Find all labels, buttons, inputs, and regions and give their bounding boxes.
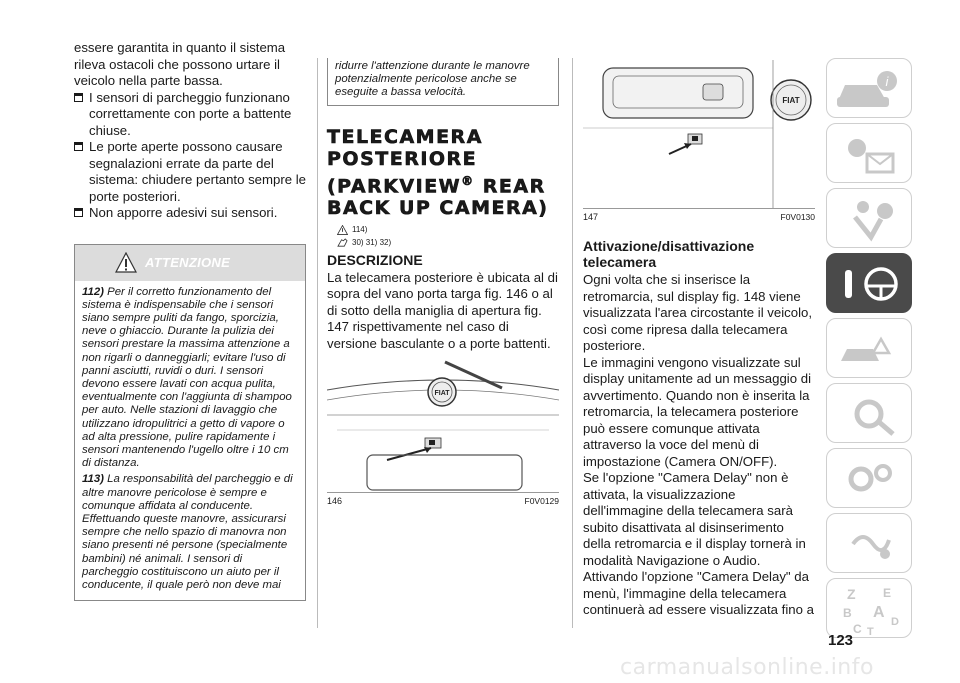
warning-title: ATTENZIONE [145,254,231,270]
note-number: 112) [82,285,104,298]
figure-code: F0V0129 [524,496,559,507]
svg-text:i: i [885,74,889,89]
index-letter: B [843,606,852,620]
warning-triangle-icon [115,252,137,274]
intro-paragraph: essere garantita in quanto il sistema rileva ostacoli che possono urtare il veicolo nella parte bassa. [74,40,286,88]
tab-multimedia[interactable] [826,513,912,573]
tab-emergency[interactable] [826,318,912,378]
note-text: La responsabilità del parcheggio e di altre manovre pericolose è sempre e comunque affidata al conducente. Effettuando queste manovre, assicurarsi sempre che nello spazio di manovra non siano presenti né persone (specialmente bambini) né animali. I sensori di parcheggio costituiscono un aiuto per il conducente, il quale però non deve mai [82,473,293,591]
figure-number: 147 [583,212,599,222]
title-line: POSTERIORE [327,147,478,170]
warning-note [82,473,298,592]
index-icon [827,579,913,639]
maintenance-icon [827,384,913,444]
tab-car-info[interactable] [826,58,912,118]
column-2 [327,60,559,506]
accident-icon [827,319,913,379]
bullet-item [74,90,306,140]
title-line [327,170,559,197]
bullet-item [74,139,306,205]
watermark: carmanualsonline.info [620,655,874,680]
note-reference [337,238,559,248]
registered-mark: ® [461,173,475,188]
column-1 [74,40,306,601]
note-number: 113) [82,473,104,486]
warning-box [74,244,306,602]
warning-note [82,286,298,471]
note-hand-icon [337,238,348,248]
index-letter: E [883,586,892,600]
warning-reference [337,225,559,235]
title-part: REAR [474,174,546,197]
car-info-icon [827,59,913,119]
description-paragraph: La telecamera posteriore è ubicata al di sopra del vano porta targa fig. 146 o al di sotto della maniglia di apertura fig. 147 rispettivamente nel caso di versione basculante o a porte battenti. [327,269,558,351]
tab-technical-data[interactable] [826,448,912,508]
bullet-text: Non apporre adesivi sui sensori. [89,205,278,220]
figure-caption [327,496,559,506]
subsection-heading: DESCRIZIONE [327,251,423,268]
column-3 [583,60,815,619]
bullet-item [74,205,306,222]
index-letter: A [873,604,885,621]
warning-body [75,281,305,601]
tab-maintenance[interactable] [826,383,912,443]
paragraph: Ogni volta che si inserisce la retromarcia, sul display fig. 148 viene visualizzata l'area circostante il veicolo, così come ripresa dalla telecamera posteriore. [583,272,813,353]
multimedia-icon [827,514,913,574]
bullet-icon [74,142,83,151]
paragraph: Le immagini vengono visualizzate sul display unitamente ad un messaggio di avvertimento. Quando non è inserita la retromarcia, la telecamera posteriore può essere comunque attivata attraverso la voce del menù di impostazione (Camera ON/OFF). [583,354,811,469]
bullet-icon [74,208,83,217]
note-text: Per il corretto funzionamento del sistema è indispensabile che i sensori siano sempre puliti da fango, sporcizia, neve o ghiaccio. Durante la pulizia dei sensori prestare la massima attenzione a non rigarli o danneggiarli; evitare l'uso di panni asciutti, ruvidi o duri. I sensori devono essere lavati con acqua pulita, eventualmente con l'aggiunta di shampoo per auto. Nelle stazioni di lavaggio che utilizzano idropulitrici a getto di vapore o ad alta pressione, pulire rapidamente i sensori mantenendo l'ugello oltre i 10 cm di distanza. [82,285,292,470]
bullet-icon [74,93,83,102]
airbag-seat-icon [827,189,913,249]
index-letter: D [891,616,899,628]
tab-starting-driving[interactable] [826,253,912,313]
tab-safety[interactable] [826,188,912,248]
reference-number: 114) [352,225,368,235]
rear-door-camera-illustration [583,60,815,208]
paragraph: Attivando l'opzione "Camera Delay" da menù, l'immagine della telecamera continuerà ad essere visualizzata fino a [583,569,814,617]
figure-caption [583,212,815,222]
warning-triangle-icon [337,225,348,235]
tab-index[interactable] [826,578,912,638]
index-letter: C [853,622,862,636]
subsection-heading: Attivazione/disattivazione telecamera [583,238,755,270]
index-letter: Z [847,586,856,602]
chapter-tabs [826,58,912,643]
title-part: (PARKVIEW [327,174,462,197]
title-line: TELECAMERA [327,125,483,148]
steering-key-icon [827,254,913,314]
figure-147 [583,60,815,209]
tailgate-camera-illustration [327,360,559,492]
warning-lights-icon [827,124,913,184]
reference-numbers: 30) 31) 32) [352,238,392,248]
column-divider [317,58,318,628]
figure-146 [327,360,559,493]
bullet-text: Le porte aperte possono causare segnalazioni errate da parte del sistema: chiudere pertanto sempre le porte posteriori. [89,139,306,204]
column-divider [572,58,573,628]
warning-header [75,245,305,281]
bullet-text: I sensori di parcheggio funzionano correttamente con porte a battente chiuse. [89,89,292,138]
fiat-logo: FIAT [782,96,800,105]
figure-code: F0V0130 [780,212,815,222]
paragraph: Se l'opzione "Camera Delay" non è attivata, la visualizzazione dell'immagine della telecamera sarà subito disattivata al disinserimento della retromarcia e il display tornerà in modalità Navigazione o Audio. [583,470,806,568]
index-letter: T [867,626,874,638]
page-number: 123 [828,632,854,649]
figure-number: 146 [327,496,343,507]
technical-data-icon [827,449,913,509]
continued-warning-box: ridurre l'attenzione durante le manovre potenzialmente pericolose anche se eseguite a bassa velocità. [327,58,559,106]
tab-warning-lights[interactable] [826,123,912,183]
fiat-logo: FIAT [434,390,450,398]
section-title [327,126,559,219]
title-line: BACK UP CAMERA) [327,196,549,219]
